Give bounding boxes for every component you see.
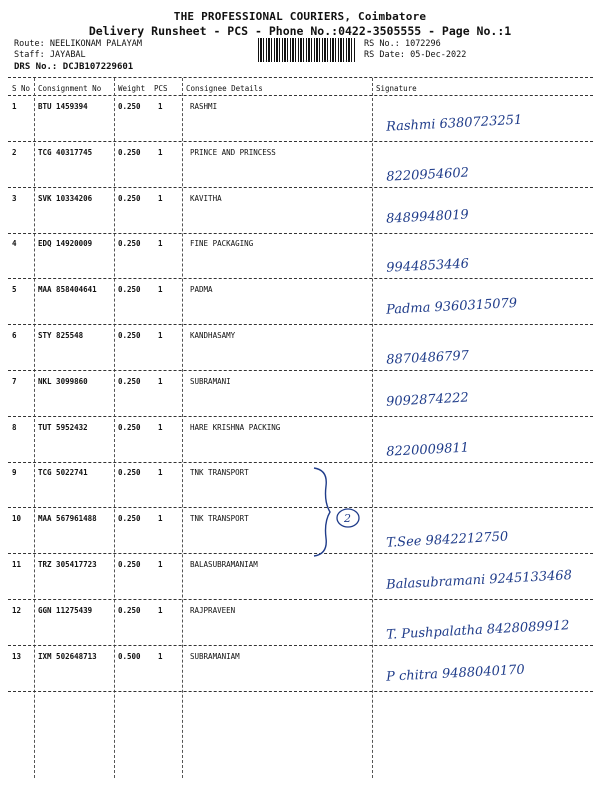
row-pcs: 1 [158,193,163,203]
handwritten-signature [378,283,593,327]
column-header-weight: Weight [118,84,146,93]
row-consignment: TCG 40317745 [38,147,93,157]
row-weight: 0.250 [118,560,141,569]
column-header-consignment: Consignment No [38,84,102,93]
row-consignment: TUT 5952432 [38,422,88,432]
row-pcs: 1 [158,331,163,340]
row-pcs: 1 [158,468,163,478]
row-divider [8,187,593,188]
row-divider [8,370,593,371]
signature-text: 8870486797 [385,348,470,368]
signature-text: 8220009811 [385,440,470,460]
row-sno: 3 [12,193,17,203]
row-pcs: 1 [158,605,163,615]
row-weight: 0.250 [118,102,141,111]
route-label: Route: [14,39,45,49]
row-divider [8,645,593,646]
page-subtitle: Delivery Runsheet - PCS - Phone No.:0422-3505555 - Page No.:1 [88,24,512,38]
signature-text: Padma 9360315079 [385,296,518,318]
handwritten-signature [378,650,593,694]
table-row [0,281,600,327]
bracket-annotation [310,462,370,562]
route-value: NEELIKONAM PALAYAM [49,39,142,49]
table-row [0,648,600,694]
row-divider [8,553,593,554]
rs-date-label: RS Date: [364,50,405,60]
row-weight: 0.250 [118,376,141,386]
row-consignment: TCG 5022741 [38,468,88,478]
row-consignment: EDQ 14920009 [38,239,93,249]
bracket-note: 2 [344,512,351,525]
handwritten-signature [378,466,593,510]
row-consignment: NKL 3099860 [38,376,88,386]
column-header-details: Consignee Details [186,84,263,93]
row-pcs: 1 [158,102,163,111]
row-weight: 0.500 [118,651,141,661]
handwritten-signature [378,604,593,648]
row-divider [8,141,593,142]
table-row [0,373,600,419]
table-row [0,419,600,465]
row-divider [8,507,593,508]
drs-number: DRS No.: DCJB107229601 [14,62,134,72]
handwritten-signature [378,192,593,236]
row-consignee: RAJPRAVEEN [190,605,236,615]
table-row [0,327,600,373]
row-consignment: MAA 567961488 [38,514,97,524]
row-divider [8,233,593,234]
table-row [0,144,600,190]
row-sno: 9 [12,468,17,478]
row-weight: 0.250 [118,239,141,249]
row-divider [8,324,593,325]
table-row [0,556,600,602]
row-consignee: BALASUBRAMANIAM [190,560,258,569]
row-consignee: TNK TRANSPORT [190,468,249,478]
row-weight: 0.250 [118,147,141,157]
row-sno: 6 [12,331,17,340]
row-consignee: KANDHASAMY [190,331,236,340]
rs-no-label: RS No.: [364,39,400,49]
table-row [0,464,600,510]
row-pcs: 1 [158,651,163,661]
signature-text: 9092874222 [385,390,470,410]
rs-block [364,39,466,61]
route-staff-block [14,39,142,61]
table-row [0,510,600,556]
row-divider [8,691,593,692]
page-title: THE PROFESSIONAL COURIERS, Coimbatore [173,10,427,23]
row-consignment: SVK 10334206 [38,193,93,203]
signature-text: P chitra 9488040170 [385,662,526,685]
handwritten-signature [378,100,593,144]
staff-label: Staff: [14,50,45,60]
row-sno: 13 [12,651,22,661]
row-sno: 10 [12,514,22,524]
row-divider [8,462,593,463]
signature-text: 8489948019 [385,207,470,227]
signature-text: Balasubramani 9245133468 [385,568,573,593]
row-weight: 0.250 [118,514,141,524]
row-sno: 5 [12,285,17,295]
handwritten-signature [378,329,593,373]
column-header-signature: Signature [376,84,417,93]
divider [8,77,593,78]
row-divider [8,416,593,417]
row-weight: 0.250 [118,605,141,615]
row-sno: 1 [12,102,17,111]
row-sno: 11 [12,560,22,569]
row-pcs: 1 [158,147,163,157]
signature-text: T.See 9842212750 [385,529,509,551]
row-pcs: 1 [158,560,163,569]
row-pcs: 1 [158,422,163,432]
staff-value: JAYABAL [49,50,86,60]
row-pcs: 1 [158,376,163,386]
handwritten-signature [378,146,593,190]
row-sno: 12 [12,605,22,615]
handwritten-signature [378,558,593,602]
row-consignment: STY 825548 [38,331,84,340]
row-consignment: IXM 502648713 [38,651,97,661]
rs-no-value: 1072296 [404,39,441,49]
divider [8,95,593,96]
handwritten-signature [378,375,593,419]
row-divider [8,278,593,279]
row-pcs: 1 [158,285,163,295]
handwritten-signature [378,421,593,465]
row-consignee: TNK TRANSPORT [190,514,249,524]
row-weight: 0.250 [118,468,141,478]
rs-date-value: 05-Dec-2022 [410,50,467,60]
signature-text: 9944853446 [385,256,470,277]
row-consignee: HARE KRISHNA PACKING [190,422,281,432]
row-consignee: PADMA [190,285,213,295]
row-consignment: BTU 1459394 [38,102,88,111]
row-consignee: PRINCE AND PRINCESS [190,147,276,157]
column-header-pcs: PCS [154,84,168,93]
table-row [0,190,600,236]
row-weight: 0.250 [118,331,141,340]
table-row [0,602,600,648]
table-row [0,98,600,144]
signature-text: T. Pushpalatha 8428089912 [385,618,570,643]
row-consignment: TRZ 305417723 [38,560,97,569]
row-sno: 4 [12,239,17,249]
row-pcs: 1 [158,514,163,524]
row-divider [8,599,593,600]
row-consignee: SUBRAMANI [190,376,231,386]
row-consignment: GGN 11275439 [38,605,93,615]
row-weight: 0.250 [118,193,141,203]
row-weight: 0.250 [118,285,141,295]
row-pcs: 1 [158,239,163,249]
table-row [0,235,600,281]
handwritten-signature [378,237,593,281]
row-consignee: SUBRAMANIAM [190,651,240,661]
column-header-sno: S No [12,84,31,93]
row-weight: 0.250 [118,422,141,432]
signature-text: 8220954602 [385,165,470,185]
row-sno: 2 [12,147,17,157]
row-sno: 8 [12,422,17,432]
signature-text: Rashmi 6380723251 [385,112,523,135]
row-sno: 7 [12,376,17,386]
handwritten-signature [378,512,593,556]
row-consignee: KAVITHA [190,193,222,203]
row-consignment: MAA 858404641 [38,285,97,295]
barcode [258,38,356,62]
row-consignee: RASHMI [190,102,218,111]
row-consignee: FINE PACKAGING [190,239,254,249]
